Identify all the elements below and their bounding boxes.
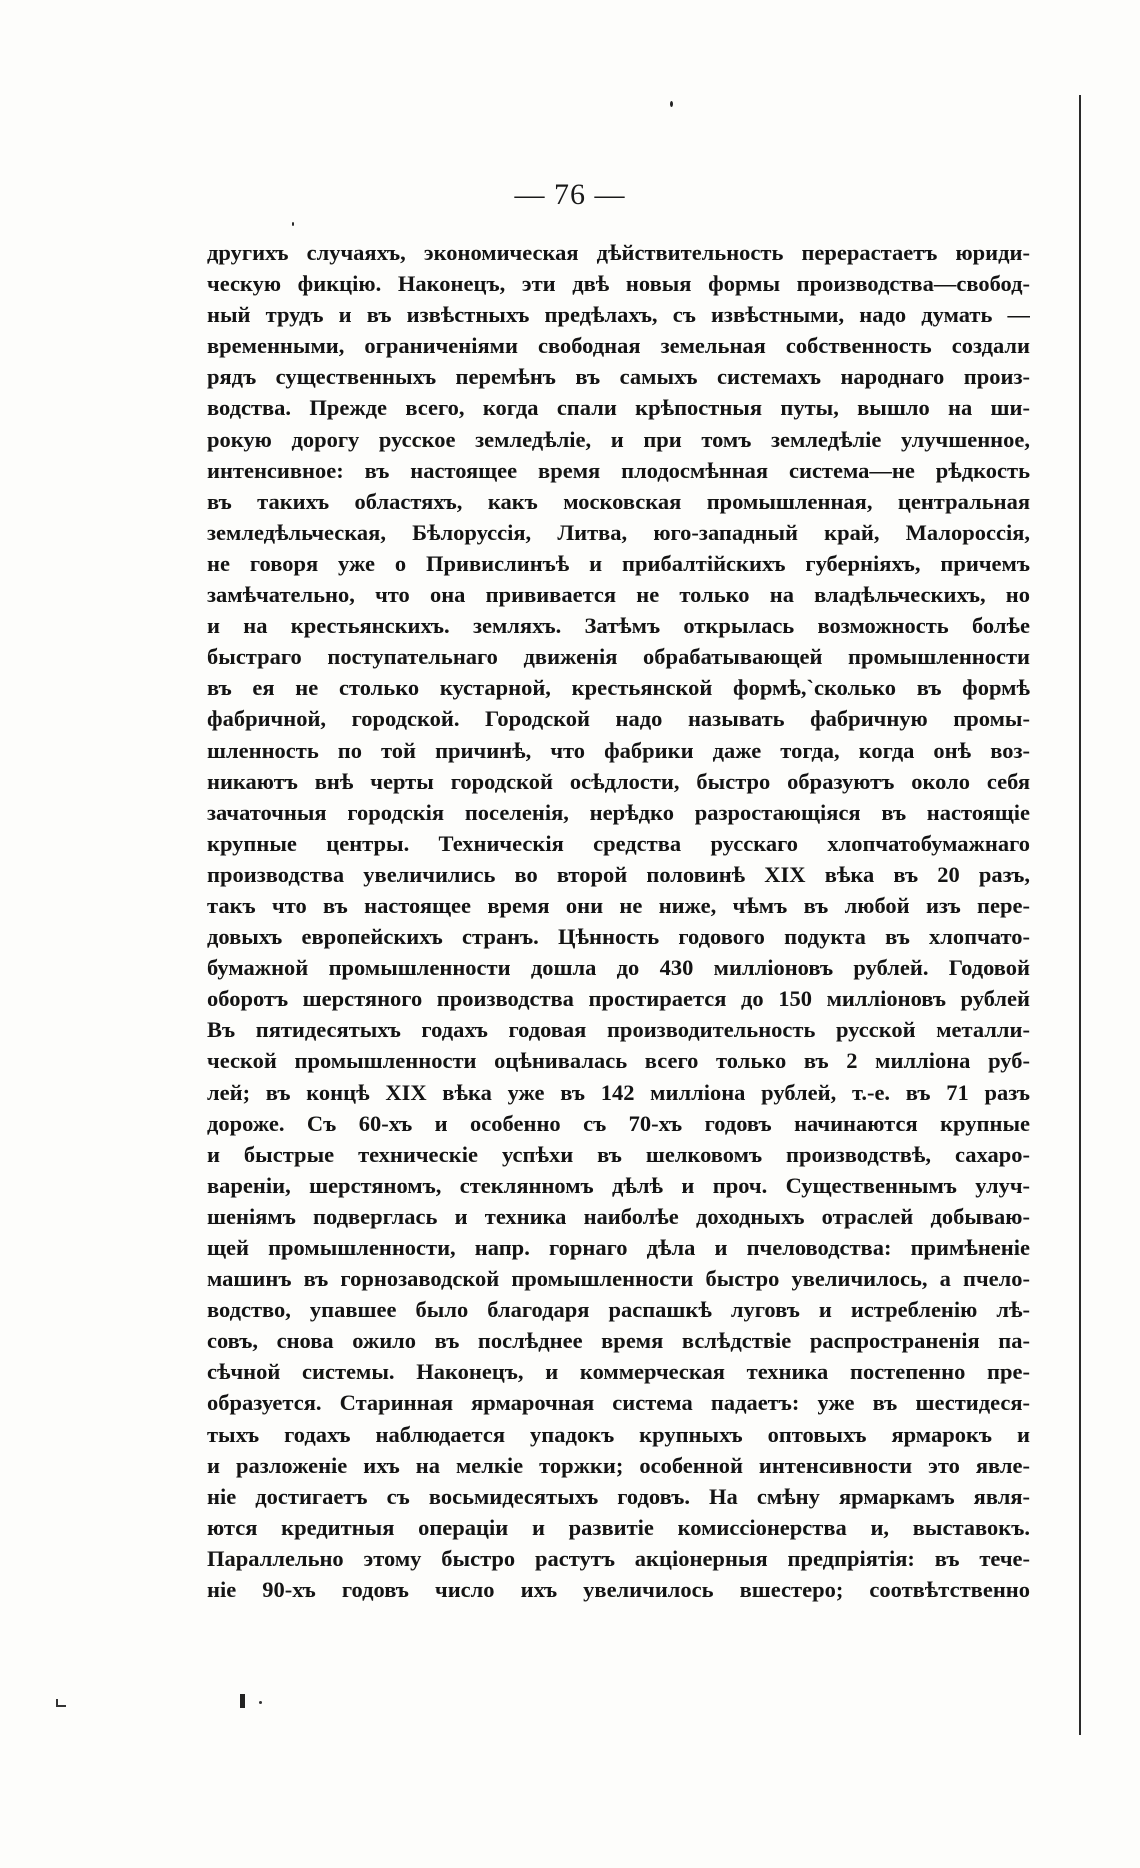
text-line: бумажной промышленности дошла до 430 милліоновъ рублей. Годовой [207, 955, 1030, 981]
text-line: рокую дорогу русское земледѣліе, и при томъ земледѣліе улучшенное, [207, 426, 1030, 452]
text-line: производства увеличились во второй половинѣ XIX вѣка въ 20 разъ, [207, 861, 1030, 887]
text-line: тыхъ годахъ наблюдается упадокъ крупныхъ оптовыхъ ярмарокъ и [207, 1421, 1030, 1447]
text-line: крупные центры. Техническія средства русскаго хлопчатобумажнаго [207, 830, 1030, 856]
text-line: лей; въ концѣ XIX вѣка уже въ 142 милліона рублей, т.-е. въ 71 разъ [207, 1079, 1030, 1105]
text-line: и разложеніе ихъ на мелкіе торжки; особенной интенсивности это явле- [207, 1452, 1030, 1478]
text-line: ный трудъ и въ извѣстныхъ предѣлахъ, съ извѣстными, надо думать — [207, 302, 1030, 328]
text-line: и быстрые техническіе успѣхи въ шелковомъ производствѣ, сахаро- [207, 1141, 1030, 1167]
text-line: интенсивное: въ настоящее время плодосмѣнная система—не рѣдкость [207, 457, 1030, 483]
text-line: ніе 90-хъ годовъ число ихъ увеличилось вшестеро; соотвѣтственно [207, 1577, 1030, 1603]
text-line: машинъ въ горнозаводской промышленности быстро увеличилось, а пчело- [207, 1266, 1030, 1292]
text-line: временными, ограниченіями свободная земельная собственность создали [207, 333, 1030, 359]
text-line: сѣчной системы. Наконецъ, и коммерческая техника постепенно пре- [207, 1359, 1030, 1385]
text-line: водства. Прежде всего, когда спали крѣпостныя путы, вышло на ши- [207, 395, 1030, 421]
scan-mark [259, 1701, 262, 1704]
text-line: и на крестьянскихъ. земляхъ. Затѣмъ открылась возможность болѣе [207, 613, 1030, 639]
text-line: фабричной, городской. Городской надо называть фабричную промы- [207, 706, 1030, 732]
text-line: зачаточныя городскія поселенія, нерѣдко разростающіяся въ настоящіе [207, 799, 1030, 825]
text-line: земледѣльческая, Бѣлоруссія, Литва, юго-западный край, Малороссія, [207, 519, 1030, 545]
text-line: довыхъ европейскихъ странъ. Цѣнность годового подукта въ хлопчато- [207, 924, 1030, 950]
text-line: ческой промышленности оцѣнивалась всего только въ 2 милліона руб- [207, 1048, 1030, 1074]
text-line: шеніямъ подверглась и техника наиболѣе доходныхъ отраслей добываю- [207, 1203, 1030, 1229]
text-line: быстраго поступательнаго движенія обрабатывающей промышленности [207, 644, 1030, 670]
text-line: вареніи, шерстяномъ, стеклянномъ дѣлѣ и проч. Существеннымъ улуч- [207, 1172, 1030, 1198]
page-number: — 76 — [514, 178, 626, 211]
text-line: дороже. Съ 60-хъ и особенно съ 70-хъ годовъ начинаются крупные [207, 1110, 1030, 1136]
text-line: ческую фикцію. Наконецъ, эти двѣ новыя формы производства—свобод- [207, 271, 1030, 297]
scan-mark [56, 1699, 66, 1707]
text-line: щей промышленности, напр. горнаго дѣла и пчеловодства: примѣненіе [207, 1235, 1030, 1260]
text-line: шленность по той причинѣ, что фабрики даже тогда, когда онѣ воз- [207, 737, 1030, 763]
ink-speck [670, 101, 673, 107]
text-line: водство, упавшее было благодаря распашкѣ луговъ и истребленію лѣ- [207, 1297, 1030, 1323]
text-line: ются кредитныя операціи и развитіе комиссіонерства и, выставокъ. [207, 1514, 1030, 1540]
text-line: въ ея не столько кустарной, крестьянской формѣ,`сколько въ формѣ [207, 675, 1030, 701]
text-line: не говоря уже о Привислинъѣ и прибалтійскихъ губерніяхъ, причемъ [207, 550, 1030, 576]
page-edge-rule [1079, 95, 1081, 1735]
text-line: въ такихъ областяхъ, какъ московская промышленная, центральная [207, 488, 1030, 514]
scan-mark [240, 1694, 245, 1708]
text-line: такъ что въ настоящее время они не ниже, чѣмъ въ любой изъ пере- [207, 892, 1030, 918]
text-line: никаютъ внѣ черты городской осѣдлости, быстро образуютъ около себя [207, 768, 1030, 794]
text-line: другихъ случаяхъ, экономическая дѣйствительность перерастаетъ юриди- [207, 240, 1030, 265]
text-line: образуется. Старинная ярмарочная система падаетъ: уже въ шестидеся- [207, 1390, 1030, 1416]
text-line: ніе достигаетъ съ восьмидесятыхъ годовъ. На смѣну ярмаркамъ явля- [207, 1483, 1030, 1509]
text-line: Параллельно этому быстро растутъ акціонерныя предпріятія: въ тече- [207, 1545, 1030, 1571]
text-line: замѣчательно, что она прививается не только на владѣльческихъ, но [207, 582, 1030, 608]
text-line: рядъ существенныхъ перемѣнъ въ самыхъ системахъ народнаго произ- [207, 364, 1030, 390]
ink-speck [292, 222, 294, 226]
text-line: оборотъ шерстяного производства простирается до 150 милліоновъ рублей [207, 986, 1030, 1012]
text-line: совъ, снова ожило въ послѣднее время вслѣдствіе распространенія па- [207, 1328, 1030, 1354]
text-line: Въ пятидесятыхъ годахъ годовая производительность русской металли- [207, 1017, 1030, 1043]
body-text [207, 237, 1030, 1605]
